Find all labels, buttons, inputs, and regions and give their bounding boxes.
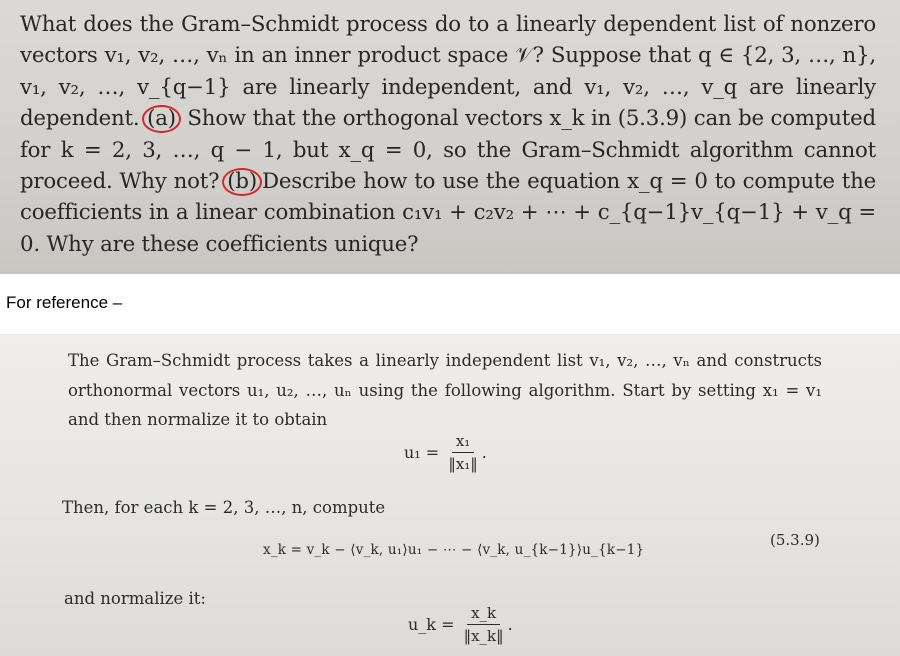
equation-uk-numerator: x_k — [467, 604, 500, 625]
reference-paragraph-1: The Gram–Schmidt process takes a linearly independent list v₁, v₂, …, vₙ and constructs orthonormal vectors u₁, u₂, …, uₙ using the following algorithm. Start by setting x₁ = v₁ and then normalize it to obtain — [68, 351, 822, 429]
equation-uk-fraction — [460, 604, 508, 645]
equation-uk-denominator: ‖x_k‖ — [463, 627, 504, 645]
part-b-circled-label: (b) — [222, 168, 262, 196]
part-a-circled-label: (a) — [142, 105, 181, 133]
part-a-text: Show that the orthogonal vectors x_k in (5.3.9) can be computed for k = 2, 3, …, q − 1, but x_q = 0, so the Gram–Schmidt algorithm cannot proceed. Why not? — [20, 106, 876, 195]
equation-u1-period: . — [481, 443, 487, 462]
equation-uk-lhs: u_k = — [408, 615, 455, 634]
equation-u1-lhs: u₁ = — [404, 443, 440, 462]
reference-paragraph-2: Then, for each k = 2, 3, …, n, compute — [62, 498, 386, 517]
reference-paragraph-3: and normalize it: — [64, 589, 206, 608]
equation-u1-numerator: x₁ — [452, 432, 474, 453]
reference-photo — [0, 334, 900, 656]
equation-u1-denominator: ‖x₁‖ — [448, 455, 478, 473]
reference-caption: For reference – — [6, 293, 123, 312]
problem-photo — [0, 0, 900, 274]
equation-u1 — [404, 432, 487, 473]
problem-intro: What does the Gram–Schmidt process do to a linearly dependent list of nonzero vectors v₁, v₂, …, vₙ in an inner product space 𝒱? Suppose that q ∈ {2, 3, …, n}, v₁, v₂, …, v_{q−1} are linearly independent, and v₁, v₂, …, v_q are linearly dependent. — [20, 12, 876, 132]
part-b-text: Describe how to use the equation x_q = 0 to compute the coefficients in a linear combination c₁v₁ + c₂v₂ + ⋯ + c_{q−1}v_{q−1} + v_q = 0. Why are these coefficients unique? — [20, 169, 876, 257]
equation-uk-period: . — [507, 615, 513, 634]
equation-xk: x_k = v_k − ⟨v_k, u₁⟩u₁ − ⋯ − ⟨v_k, u_{k−1}⟩u_{k−1} — [263, 542, 645, 558]
equation-u1-fraction — [444, 432, 481, 473]
equation-uk — [408, 604, 513, 645]
equation-number: (5.3.9) — [770, 531, 820, 549]
problem-text — [20, 9, 876, 260]
